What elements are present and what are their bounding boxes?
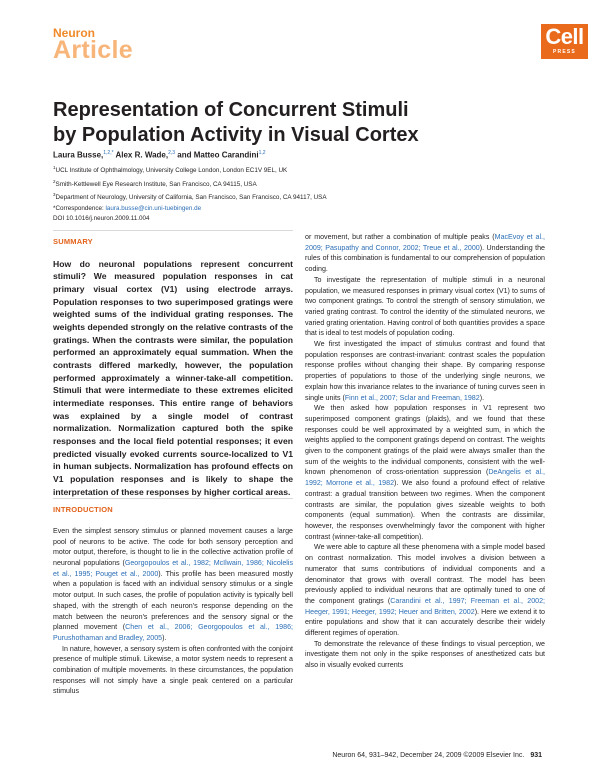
affiliations [53, 163, 327, 225]
affiliation-line: $^1$UCL Institute of Ophthalmology, University College London, London EC1V 9EL, UK [53, 165, 288, 175]
section-divider [53, 230, 293, 231]
author-name: Laura Busse, [53, 150, 104, 160]
page-number: 931 [530, 752, 542, 759]
article-title [53, 98, 533, 148]
body-paragraph: To investigate the representation of multiple stimuli in a neuronal population, we measured responses in primary visual cortex (V1) to sums of two component gratings. To control the strength of sensory stimulation, we varied grating contrast. To control the identity of the stimulated neurons, we varied grating orientation. Having control of both quantities provides a space that is ideal to test models of population coding. [305, 275, 545, 338]
cell-press-logo [541, 24, 588, 59]
affiliation-line: $^2$Smith-Kettlewell Eye Research Institute, San Francisco, CA 94115, USA [53, 178, 257, 188]
left-column [53, 230, 293, 697]
citation-link[interactable]: Georgopoulos et al., 1982; McIlwain, 1986; Nicolelis et al., 1995; Pouget et al., 2000 [53, 558, 294, 578]
doi-line: DOI 10.1016/j.neuron.2009.11.004 [53, 215, 150, 223]
citation-link[interactable]: Carandini et al., 1997; Freeman et al., 2002; Heeger, 1991; Heeger, 1992; Heuer and Britten, 2002 [305, 596, 545, 616]
body-paragraph: To demonstrate the relevance of these findings to visual perception, we investigate them not only in the spike responses of anesthetized cats but also in visually evoked currents [305, 639, 545, 670]
summary-heading: SUMMARY [53, 237, 93, 246]
body-paragraph: We first investigated the impact of stimulus contrast and found that population responses are contrast-invariant: contrast scales the population response profiles without changing their shape. By comparing response properties of populations to those of the underlying single neurons, we explain how this invariance relates to the invariance of tuning curves seen in single units (Finn et al., 2007; Sclar and Freeman, 1982). [305, 340, 545, 402]
author-list [53, 150, 266, 160]
footer-citation: Neuron 64, 931–942, December 24, 2009 ©2009 Elsevier Inc. [332, 752, 525, 759]
right-column [305, 232, 545, 671]
author-name: Alex R. Wade, [113, 150, 169, 160]
intro-paragraph: In nature, however, a sensory system is often confronted with the conjoint presence of multiple stimuli. Likewise, a motor system needs to represent a combination of multiple movements. In these circumstances, the population responses will not simply have a single peak centered on a particular stimulus [53, 644, 293, 696]
logo-subword: PRESS [553, 49, 576, 55]
author-affil-sup[interactable]: 1,2 [258, 150, 266, 156]
article-type-label: Article [53, 36, 133, 64]
correspondence-line: *Correspondence: laura.busse@cin.uni-tuebingen.de [53, 204, 202, 212]
summary-text: How do neuronal populations represent concurrent stimuli? We measured population responses in cat primary visual cortex (V1) using electrode arrays. Population responses to two superimposed gratings were weighted sums of the individual grating responses. The weights depended strongly on the relative contrasts of the gratings. When the contrasts were similar, the population performed an approximately equal summation. When the contrasts differed markedly, however, the population performed approximately a winner-take-all competition. Stimuli that were intermediate to these extremes elicited intermediate responses. This entire range of behaviors was explained by a single model of contrast normalization. Normalization captured both the spike responses and the local field potential responses; it even predicted visually evoked currents source-localized to V1 in human subjects. Normalization has profound effects on V1 population responses and is likely to shape the interpretation of these responses by higher cortical areas. [53, 258, 293, 497]
citation-link[interactable]: DeAngelis et al., 1992; Morrone et al., 1982 [305, 468, 545, 488]
journal-name: Neuron [53, 26, 95, 40]
citation-link[interactable]: MacEvoy et al., 2009; Pasupathy and Connor, 2002; Treue et al., 2000 [305, 233, 545, 252]
affiliation-line: $^3$Department of Neurology, University of California, San Francisco, San Francisco, CA 94117, USA [53, 192, 327, 202]
title-line-2: by Population Activity in Visual Cortex [53, 124, 419, 146]
title-line-1: Representation of Concurrent Stimuli [53, 99, 409, 121]
author-affil-sup[interactable]: 1,2,* [103, 150, 114, 156]
citation-link[interactable]: Chen et al., 2006; Georgopoulos et al., 1986; Purushothaman and Bradley, 2005 [53, 623, 293, 642]
correspondence-email-link[interactable]: laura.busse@cin.uni-tuebingen.de [105, 204, 202, 212]
body-paragraph: We were able to capture all these phenomena with a simple model based on contrast normalization. This model involves a division between a numerator that sums contributions of individual components and a denominator that grows with overall contrast. The model has been previously applied to individual neurons that are optimally tuned to one of the component gratings (Carandini et al., 1997; Freeman et al., 2002; Heeger, 1991; Heeger, 1992; Heuer and Britten, 2002). Here we extend it to entire populations and show that it can accurately describe their widely different regimes of operation. [305, 543, 545, 638]
body-paragraph: or movement, but rather a combination of multiple peaks (MacEvoy et al., 2009; Pasupathy and Connor, 2002; Treue et al., 2000). Understanding the rules of this combination is fundamental to our comprehension of population coding. [305, 233, 545, 274]
author-name: and Matteo Carandini [175, 150, 259, 160]
page-footer [332, 752, 542, 759]
citation-link[interactable]: Finn et al., 2007; Sclar and Freeman, 1982 [344, 393, 480, 402]
intro-paragraph: Even the simplest sensory stimulus or planned movement causes a large pool of neurons to be active. The code for both sensory perception and motor output, therefore, is thought to lie in the collective activation profile of neuronal populations (Georgopoulos et al., 1982; McIlwain, 1986; Nicolelis et al., 1995; Pouget et al., 2000). This profile has been measured mostly when a population is faced with an individual sensory stimulus or a single motor output. In such cases, the profile of population activity is typically bell shaped, with the strength of each neuron's response depending on the match between the neuron's preferences and the sensory signal or the planned movement (Chen et al., 2006; Georgopoulos et al., 1986; Purushothaman and Bradley, 2005). [53, 526, 294, 642]
logo-word: Cell [545, 24, 584, 49]
body-paragraph: We then asked how population responses in V1 represent two superimposed component gratings (plaids), and we found that these responses could be well approximated by a weighted sum, in which the weights applied to the component gratings depend on contrast. The weights given to the component gratings of the plaid were always smaller than the sum of the weights to the individual components, consistent with the well-known phenomenon of cross-orientation suppression (DeAngelis et al., 1992; Morrone et al., 1982). We also found a profound effect of relative contrast: a gradual transition between two regimes. When the component contrasts are similar, the population gives sizeable weights to both components (equal summation). When the contrasts are dissimilar, however, the responses overwhelmingly favor the component with higher contrast (winner-take-all competition). [305, 404, 545, 541]
introduction-heading: INTRODUCTION [53, 505, 113, 515]
section-divider [53, 498, 293, 499]
author-affil-sup[interactable]: 2,3 [168, 150, 176, 156]
